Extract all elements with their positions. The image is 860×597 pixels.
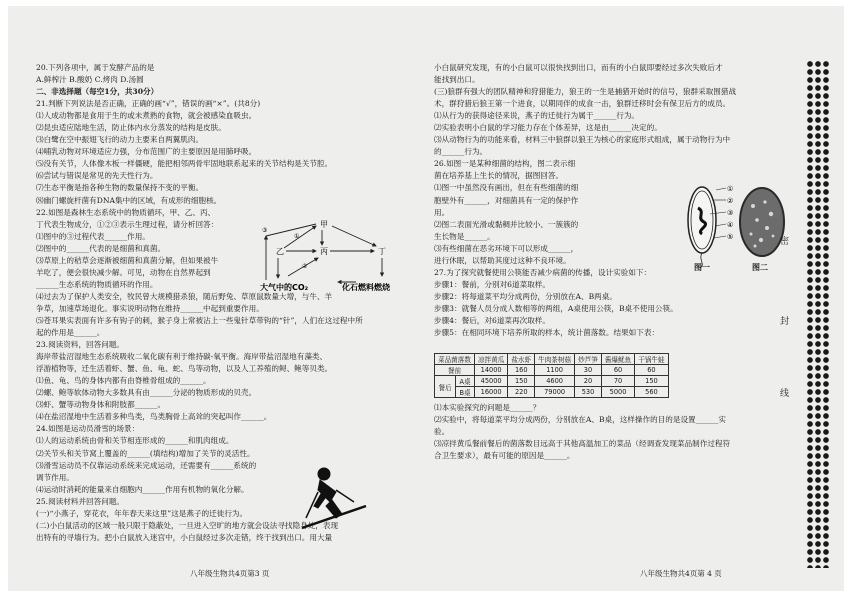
text-line: ⑷在盐沼湿地中生活着多种鸟类，鸟类胸骨上高耸的突起叫作______。	[36, 412, 272, 422]
text-line: ⑶凉拌黄瓜餐前餐后的菌落数目远高于其他高温加工的菜品（经调查发现菜品制作过程符	[434, 439, 731, 449]
binding-dots-strip	[806, 60, 830, 568]
petri-dish-figure	[739, 184, 785, 260]
text-line: 浮游植物等，迁生活着虾、蟹、鱼、龟、蛇、鸟等动物，以及人工养殖的鲟、鲍等贝类。	[36, 364, 333, 374]
text-line: ______生态系统的物质循环的作用。	[36, 279, 158, 289]
table-cell: 530	[575, 387, 602, 398]
text-line: 27.为了探究就餐使用公筷能否减少病菌的传播，设计实验如下：	[434, 267, 652, 277]
table-cell: 220	[508, 387, 535, 398]
text-line: 羊吃了，便会很快减少解。可见，动物在自然界起到	[36, 267, 211, 277]
table-cell: 20	[575, 376, 602, 387]
text-line: ⑵螺、鲍等软体动物大多数具有由______分泌的物质形成的贝壳。	[36, 388, 257, 398]
text-line: 的______行为。	[434, 147, 488, 157]
text-line: ⑵关节头和关节窝上覆盖的______(填结构)增加了关节的灵活性。	[36, 448, 255, 458]
text-line: ⑶白鹭在空中振翅飞行的动力主要来自两翼肌肉。	[36, 135, 204, 145]
table-header-cell: 凉拌黄瓜	[474, 354, 507, 365]
bacteria-structure-figure	[682, 178, 737, 270]
table-cell: 150	[635, 376, 668, 387]
text-line: 步骤5：在相同环境下培养所取的样本，统计菌落数。结果如下表：	[434, 328, 660, 338]
text-line: 起的作用是______。	[36, 328, 105, 338]
seal-mark-2: 封	[780, 317, 790, 327]
text-line: ⑵图中的______代表的是细菌和真菌。	[36, 243, 166, 253]
text-line: 26.如图一是某种细菌的结构，图二表示细	[434, 159, 576, 169]
table-cell: 14000	[474, 365, 507, 376]
bacteria-colony-table	[434, 353, 669, 398]
text-line: 出特有的寻墙行为。把小白鼠放入迷宫中，小白鼠经过多次走错，终于找到出口。用大量	[36, 532, 333, 542]
page-footer-right: 八年级生物共4页第 4 页	[640, 569, 722, 578]
node-yi: 乙	[276, 247, 284, 256]
text-line: 22.如图是森林生态系统中的物质循环，甲、乙、丙、	[36, 207, 216, 217]
text-line: (三)狼群有强大的团队精神和狩猎能力，狼王的一生是捕猎开始时的信号，狼群采取围猎战	[434, 87, 737, 97]
text-line: ⑴人成动物都是食用于生的或未煮熟的食物，就会被感染血吸虫。	[36, 111, 257, 121]
text-line: 合卫生要求），最有可能的原因是______。	[434, 451, 575, 461]
text-line: 术，群狩猎后狼王第一个进食，以期同伴的成食一击，狼群迁移时会有保卫后方的成员。	[434, 99, 731, 109]
text-line: ⑶从动物行为的功能来看，材料三中狼群以狼王为核心的家庭形式组成，属于动物行为中	[434, 135, 731, 145]
material-cycle-diagram	[258, 218, 406, 294]
text-line: ⑶滑雪运动员不仅靠运动系统来完成运动，还需要有______系统的	[36, 460, 257, 470]
text-line: 步骤3：就餐人员分成人数相等的两组，A桌使用公筷，B桌不使用公筷。	[434, 303, 678, 313]
table-cell: 1100	[535, 365, 575, 376]
text-line: ⑵图二表面光滑或黏稠并比较小、一簇簇的	[434, 219, 579, 229]
text-line: ⑵实验中，将每道菜平均分成两份，分别放在A、B桌，这样操作的目的是设置______实	[434, 415, 727, 425]
text-line: (一)“小燕子，穿花衣，年年春天来这里”这是燕子的迁徙行为。	[36, 508, 248, 518]
table-cell: 79000	[535, 387, 575, 398]
text-line: 海岸带盐沼湿地生态系统吸收二氧化碳有利于维持碳-氧平衡。海岸带盐沼湿地有藻类、	[36, 352, 328, 362]
text-line: 能找到出口。	[434, 75, 480, 85]
text-line: 胞壁外有______，对细菌具有一定的保护作	[434, 195, 579, 205]
text-line: ⑶有些细菌在恶劣环境下可以形成______，	[434, 243, 579, 253]
text-line: 步骤2：将每道菜平均分成两份，分别放在A、B两桌。	[434, 291, 617, 301]
seal-mark-3: 线	[780, 389, 790, 399]
text-line: 21.判断下列说法是否正确，正确的画“√”，错误的画“×”。(共8分)	[36, 99, 261, 109]
text-line: ⑹尝试与错误是常见的先天性行为。	[36, 171, 158, 181]
label-1: ①	[294, 233, 300, 240]
text-line: ⑴从行为的获得途径来说，燕子的迁徙行为属于______行为。	[434, 111, 640, 121]
text-line: ⑵昆虫适应陆地生活，防止体内水分蒸发的结构是皮肤。	[36, 123, 226, 133]
text-line: 25.阅读材料并回答问题。	[36, 496, 125, 506]
page-footer-left: 八年级生物共4页第3 页	[190, 569, 270, 578]
label-c2: ②	[727, 197, 734, 205]
text-line: ⑵实验表明小白鼠的学习能力存在个体差异，这是由______决定的。	[434, 123, 662, 133]
text-line: (二)小白鼠活动的区域一般只限于隐蔽处，一旦进入空旷的地方就会设法寻找隐身处，表现	[36, 520, 339, 530]
figure-2-caption: 图二	[752, 262, 768, 272]
node-jia: 甲	[320, 220, 328, 229]
text-line: 验。	[434, 427, 450, 437]
table-row	[435, 387, 669, 398]
table-row	[435, 365, 669, 376]
table-cell: A桌	[456, 376, 475, 387]
text-line: 进行休眠，以帮助其度过这种不良环境。	[434, 255, 571, 265]
label-c1: ①	[727, 185, 734, 193]
text-line: ⑴人的运动系统由骨和关节相连形成的______和肌肉组成。	[36, 436, 234, 446]
table-cell: 160	[508, 365, 535, 376]
text-line: ⑷哺乳动物对环境适应力强，分布范围广的主要原因是用肺呼吸。	[36, 147, 257, 157]
node-ding: 丁	[378, 247, 386, 256]
node-bing: 丙	[320, 247, 328, 256]
label-c5: ⑤	[727, 233, 734, 241]
table-header-cell: 牛肉茶树菇	[535, 354, 575, 365]
label-3: ③	[262, 227, 268, 234]
table-header-cell: 酱爆鱿鱼	[601, 354, 634, 365]
table-cell: 70	[601, 376, 634, 387]
fossil-label: 化石燃料燃烧	[342, 283, 390, 292]
text-line: ⑴鱼、龟、鸟的身体内都有由脊椎骨组成的______。	[36, 376, 211, 386]
table-cell: 餐后	[435, 376, 456, 398]
table-header-cell: 炒芦笋	[575, 354, 602, 365]
text-line: 菌在培养基上生长的情况，据图回答。	[434, 171, 564, 181]
right-after-table	[434, 402, 774, 462]
table-cell: 5000	[601, 387, 634, 398]
label-2: ②	[302, 263, 308, 270]
table-header-cell: 干锅牛蛙	[635, 354, 668, 365]
table-cell: 150	[508, 376, 535, 387]
co2-label: 大气中的CO₂	[260, 283, 309, 292]
label-c3: ③	[727, 209, 734, 217]
table-row	[435, 376, 669, 387]
text-line: A.鲜榨汁 B.酸奶 C.烤肉 D.汤圆	[36, 75, 144, 85]
text-line: 20.下列各项中，属于发酵产品的是	[36, 63, 155, 72]
text-line: ⑴图一中虽然没有画出，但在有些细菌的细	[434, 183, 579, 193]
table-cell: B桌	[456, 387, 475, 398]
table-cell: 30	[575, 365, 602, 376]
table-header-row	[435, 354, 669, 365]
text-line: ⑶虾、蟹等动物身体和附肢都______。	[36, 400, 166, 410]
text-line: 生长物是______。	[434, 231, 495, 241]
text-line: 24.如图是运动员滑雪的场景：	[36, 424, 140, 434]
text-line: 调节作用。	[36, 472, 74, 482]
table-cell: 4600	[535, 376, 575, 387]
text-line: 用。	[434, 207, 450, 217]
table-cell: 餐前	[435, 365, 475, 376]
text-line: ⑺生态平衡是指各种生物的数量保持不变的平衡。	[36, 183, 204, 193]
text-line: 步骤4：餐后，对6道菜再次取样。	[434, 315, 550, 325]
table-cell: 60	[635, 365, 668, 376]
figure-1-caption: 图一	[694, 262, 710, 272]
text-line: ⑷运动时消耗的能量来自细胞内______作用有机物的氧化分解。	[36, 484, 249, 494]
text-line: ⑴图中的③过程代表______作用。	[36, 231, 150, 241]
text-line: ⑸没有关节，人体像木板一样僵硬，能把相邻两骨牢固地联系起来的关节结构是关节腔。	[36, 159, 333, 169]
text-line: ⑴本实验探究的问题是______？	[434, 403, 541, 412]
text-line: ⑶草原上的秸草会逐渐被细菌和真菌分解，但如果被牛	[36, 255, 219, 265]
table-cell: 16000	[474, 387, 507, 398]
text-line: 争草，加速草场退化。事实说明动物在维持______中起到重要作用。	[36, 303, 264, 313]
label-c4: ④	[727, 221, 734, 229]
table-cell: 60	[601, 365, 634, 376]
table-cell: 45000	[474, 376, 507, 387]
text-line: 二、非选择题（每空1分，共30分）	[36, 87, 159, 97]
text-line: 小白鼠研究发现，有的小白鼠可以很快找到出口，而有的小白鼠即要经过多次失败后才	[434, 63, 723, 72]
text-line: 步骤1：餐前，分别对6道菜取样。	[434, 279, 550, 289]
table-header-cell: 盐水虾	[508, 354, 535, 365]
table-cell: 560	[635, 387, 668, 398]
seal-mark-1: 密	[780, 237, 790, 247]
skier-figure	[296, 462, 370, 534]
text-line: ⑷过去为了保护人类安全，牧民曾大规模猎杀狼，随后野兔、草原鼠数量大增，与牛、羊	[36, 291, 333, 301]
text-line: ⑻幽门螺旋杆菌有DNA集中的区域，有成形的细胞核。	[36, 195, 222, 205]
text-line: 丁代表生物成分，①②③表示生理过程，请分析回答：	[36, 219, 219, 229]
table-header-cell: 菜品菌落数	[435, 354, 475, 365]
text-line: 23.阅读资料，回答问题。	[36, 340, 125, 350]
text-line: ⑸苍耳果实表面有许多有钩子的刺，猴子身上常被沾上一些鬼针草带钩的“针”，人们在这过程中所	[36, 315, 363, 325]
